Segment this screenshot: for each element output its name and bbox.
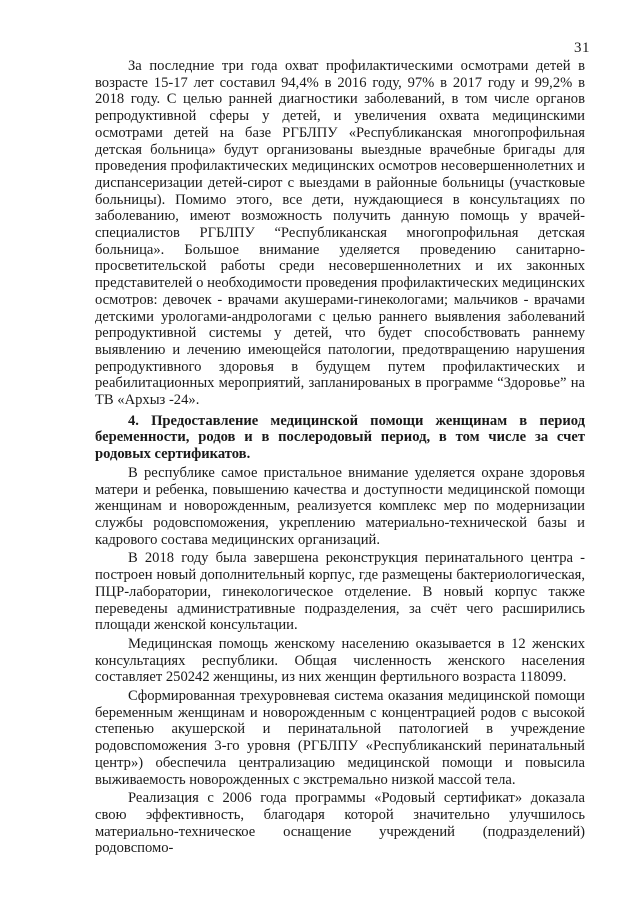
paragraph-screening: За последние три года охват профилактическими осмотрами детей в возрасте 15-17 лет составил 94,4% в 2016 году, 97% в 2017 году и 99,2% в 2018 году. С целью ранней диагностики заболеваний, в том числе органов репродуктивной сферы у детей, и увеличения охвата медицинскими осмотрами детей на базе РГБЛПУ «Республиканская многопрофильная детская больница» будут организованы выездные врачебные бригады для проведения профилактических медицинских осмотров несовершеннолетних и диспансеризации детей-сирот с выездами в районные больницы (участковые больницы). Помимо этого, все дети, нуждающиеся в консультациях по заболеванию, имеют возможность получить данную помощь у врачей-специалистов РГБЛПУ “Республиканская многопрофильная детская больница». Большое внимание уделяется проведению санитарно-просветительской работы среди несовершеннолетних и их законных представителей о необходимости проведения профилактических медицинских осмотров: девочек - врачами акушерами-гинекологами; мальчиков - врачами детскими урологами-андрологами с целью раннего выявления заболеваний репродуктивной системы у детей, что будет способствовать раннему выявлению и лечению имеющейся патологии, предотвращению нарушения репродуктивного здоровья в будущем путем профилактических и реабилитационных мероприятий, запланированых в программе “Здоровье” на ТВ «Архыз -24». [95, 58, 585, 409]
paragraph-maternal-care: В республике самое пристальное внимание уделяется охране здоровья матери и ребенка, повышению качества и доступности медицинской помощи женщинам и новорожденным, реализуется комплекс мер по модернизации службы родовспоможения, укреплению материально-технической базы и кадрового состава медицинских организаций. [95, 464, 585, 548]
document-body [95, 58, 585, 857]
page-number: 31 [574, 40, 590, 56]
paragraph-birth-certificate: Реализация с 2006 года программы «Родовый сертификат» доказала свою эффективность, благодаря которой значительно улучшилось материально-техническое оснащение учреждений (подразделений) родовспомо- [95, 790, 585, 857]
paragraph-perinatal-center: В 2018 году была завершена реконструкция перинатального центра - построен новый дополнительный корпус, где размещены бактериологическая, ПЦР-лаборатории, гинекологическое отделение. В новый корпус также переведены административные подразделения, за счёт чего расширились площади женской консультации. [95, 550, 585, 634]
section-heading: 4. Предоставление медицинской помощи женщинам в период беременности, родов и в послеродовый период, в том числе за счет родовых сертификатов. [95, 412, 585, 463]
paragraph-three-level-system: Сформированная трехуровневая система оказания медицинской помощи беременным женщинам и новорожденным с концентрацией родов с высокой степенью акушерской и перинатальной патологией в учреждение родовспоможения 3-го уровня (РГБЛПУ «Республиканский перинатальный центр») обеспечила централизацию медицинской помощи и повысила выживаемость новорожденных с экстремально низкой массой тела. [95, 688, 585, 788]
paragraph-womens-clinics: Медицинская помощь женскому населению оказывается в 12 женских консультациях республики. Общая численность женского населения составляет 250242 женщины, из них женщин фертильного возраста 118099. [95, 635, 585, 686]
